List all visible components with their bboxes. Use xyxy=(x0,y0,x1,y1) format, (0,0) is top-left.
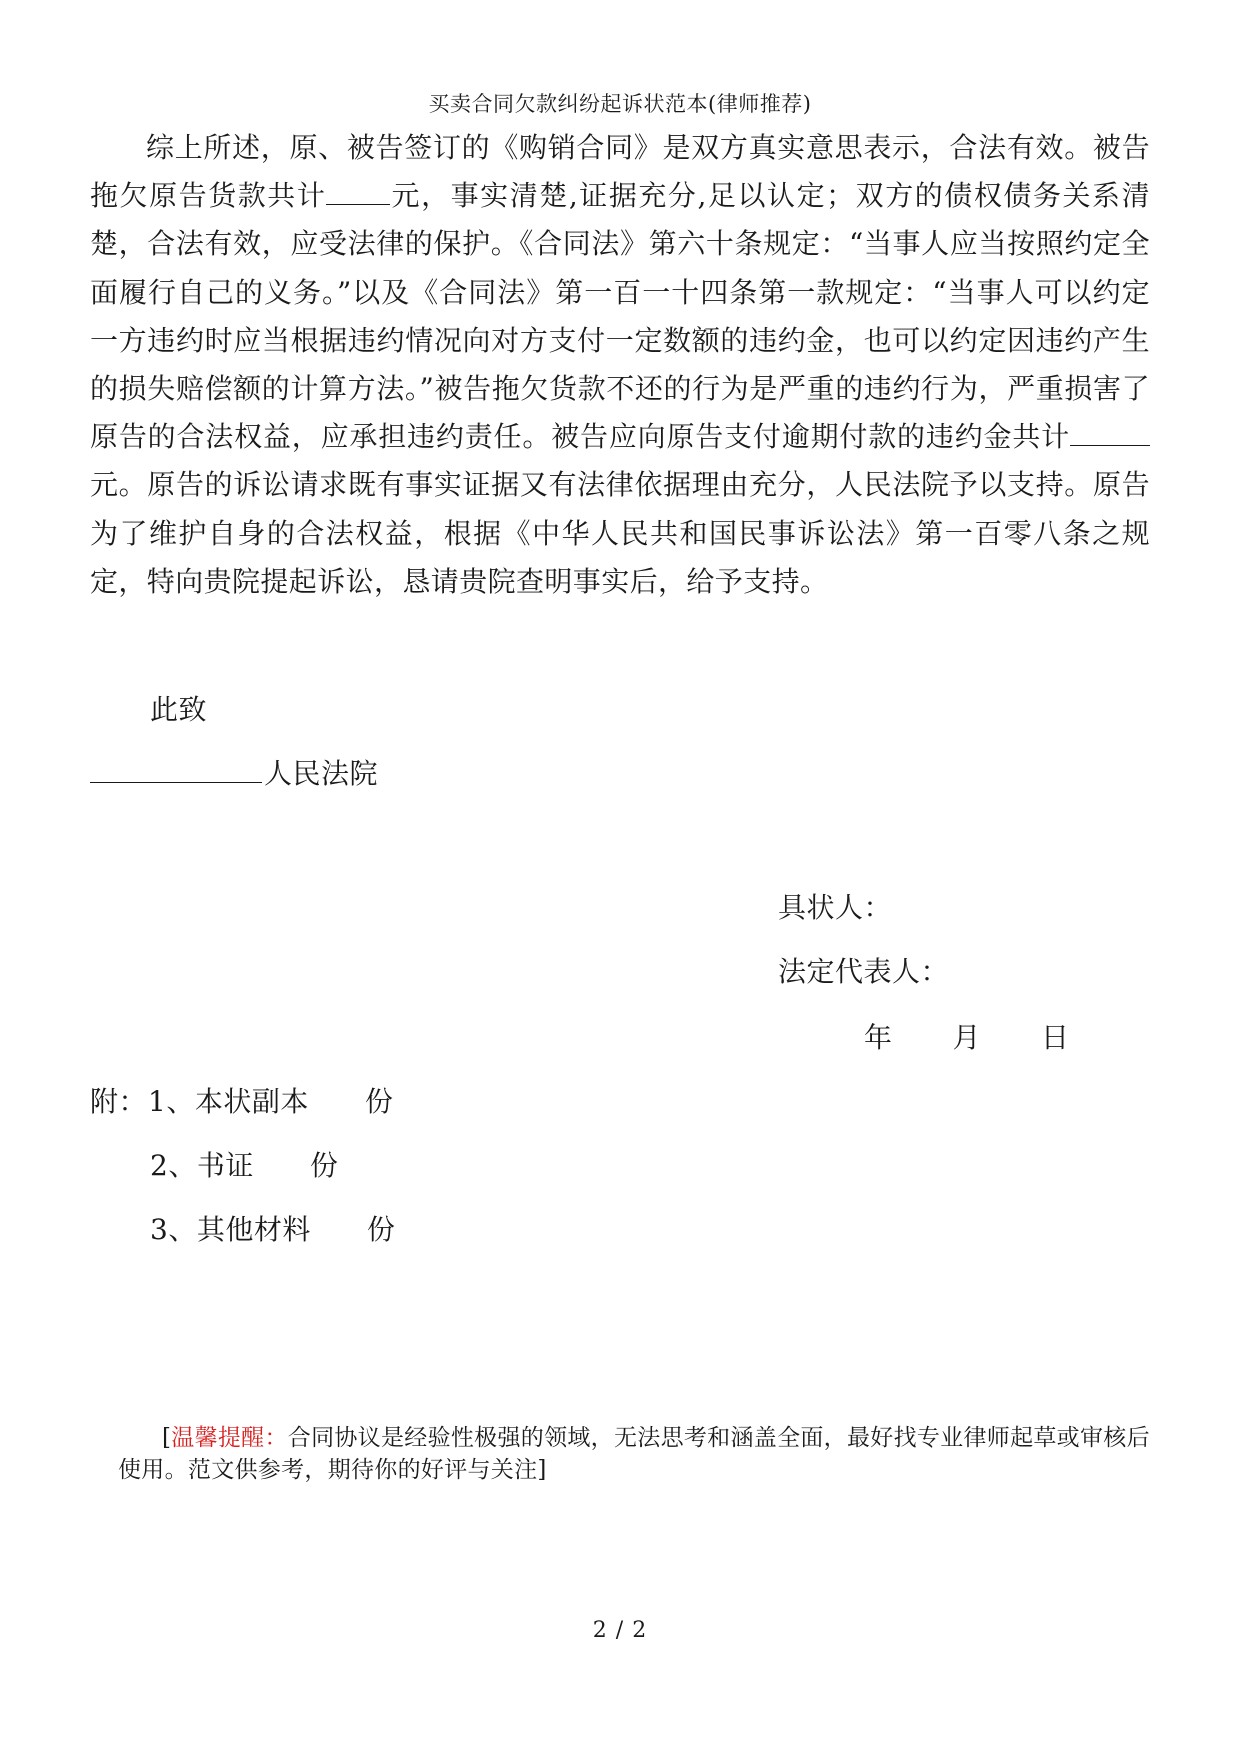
attachment-copies: 份 xyxy=(364,1085,394,1118)
body-text-part2: 元，事实清楚,证据充分,足以认定；双方的债权债务关系清楚，合法有效，应受法律的保护。《合同法》第六十条规定：“当事人应当按照约定全面履行自己的义务。”以及《合同法》第一百一十四条第一款规定：“当事人可以约定一方违约时应当根据违约情况向对方支付一定数额的违约金，也可以约定因违约产生的损失赔偿额的计算方法。”被告拖欠货款不还的行为是严重的违约行为，严重损害了原告的合法权益，应承担违约责任。被告应向原告支付逾期付款的违约金共计 xyxy=(90,179,1150,454)
attachment-label: 2、书证 xyxy=(150,1149,254,1182)
attachment-copies: 份 xyxy=(309,1149,339,1182)
document-header-title: 买卖合同欠款纠纷起诉状范本(律师推荐) xyxy=(428,92,812,116)
plaintiff-signature: 具状人： xyxy=(778,891,893,924)
date-line xyxy=(864,1016,1070,1056)
court-line xyxy=(90,752,378,792)
reminder-open-bracket: [ xyxy=(162,1425,172,1451)
attachment-copies: 份 xyxy=(366,1213,396,1246)
court-label: 人民法院 xyxy=(264,757,379,790)
reminder-note xyxy=(118,1422,1158,1486)
salutation: 此致 xyxy=(150,693,208,726)
attachment-item xyxy=(148,1080,393,1120)
body-text-part3: 元。原告的诉讼请求既有事实证据又有法律依据理由充分，人民法院予以支持。原告为了维护自身的合法权益，根据《中华人民共和国民事诉讼法》第一百零八条之规定，特向贵院提起诉讼，恳请贵院查明事实后，给予支持。 xyxy=(90,468,1150,598)
reminder-close-bracket: ] xyxy=(537,1457,547,1483)
reminder-text: 合同协议是经验性极强的领域，无法思考和涵盖全面，最好找专业律师起草或审核后使用。范文供参考，期待你的好评与关注 xyxy=(118,1425,1150,1483)
reminder-label: 温馨提醒： xyxy=(171,1425,288,1451)
date-day: 日 xyxy=(1041,1021,1070,1054)
attachments-heading: 附： xyxy=(90,1085,148,1118)
amount-blank-goods xyxy=(326,178,390,205)
attachment-label: 3、其他材料 xyxy=(150,1213,311,1246)
body-paragraph xyxy=(90,124,1150,606)
body-text-part1: 综上所述，原、被告签订的《购销合同》是双方真实意思表示，合法有效。被告拖欠原告货款共计 xyxy=(90,131,1150,213)
representative-signature: 法定代表人： xyxy=(778,955,950,988)
date-month: 月 xyxy=(952,1021,982,1054)
amount-blank-penalty xyxy=(1070,419,1150,446)
date-year: 年 xyxy=(864,1021,893,1054)
court-name-blank xyxy=(90,752,262,783)
attachment-label: 1、本状副本 xyxy=(148,1085,309,1118)
page-indicator: 2 / 2 xyxy=(592,1618,648,1643)
attachment-item xyxy=(150,1144,338,1184)
attachment-item xyxy=(150,1208,395,1248)
